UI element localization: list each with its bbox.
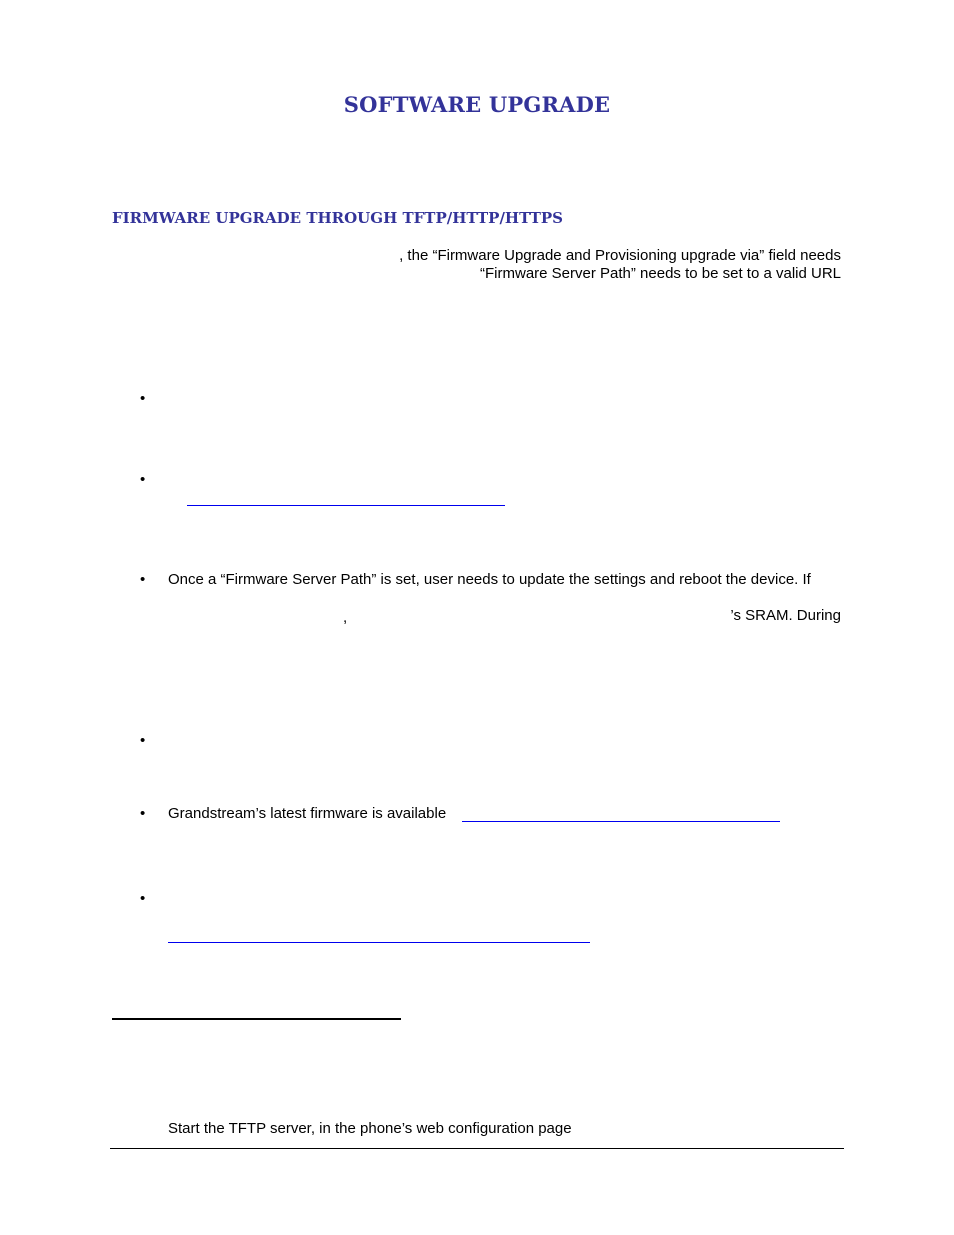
bullet-marker: • [140, 732, 146, 749]
sram-text: ’s SRAM. During [730, 607, 841, 624]
section-heading: FIRMWARE UPGRADE THROUGH TFTP/HTTP/HTTPS [112, 209, 563, 227]
bullet-marker: • [140, 890, 146, 907]
bullet-marker: • [140, 805, 146, 822]
tftp-instruction: Start the TFTP server, in the phone’s web configuration page [168, 1120, 572, 1137]
intro-line-2: “Firmware Server Path” needs to be set to a valid URL [480, 265, 841, 282]
bullet-text: Grandstream’s latest firmware is available [168, 805, 447, 822]
comma-text: , [343, 609, 348, 626]
footer-rule [110, 1148, 844, 1149]
bullet-text: Once a “Firmware Server Path” is set, user needs to update the settings and reboot the device. If [168, 571, 811, 588]
bullet-marker: • [140, 571, 146, 588]
firmware-download-link[interactable] [462, 821, 780, 822]
bullet-marker: • [140, 471, 146, 488]
hyperlink[interactable] [187, 505, 505, 506]
hyperlink[interactable] [168, 942, 590, 943]
intro-line-1: , the “Firmware Upgrade and Provisioning upgrade via” field needs [399, 247, 841, 264]
subheading-underline [112, 1018, 401, 1020]
page-title: SOFTWARE UPGRADE [343, 92, 611, 117]
bullet-marker: • [140, 390, 146, 407]
